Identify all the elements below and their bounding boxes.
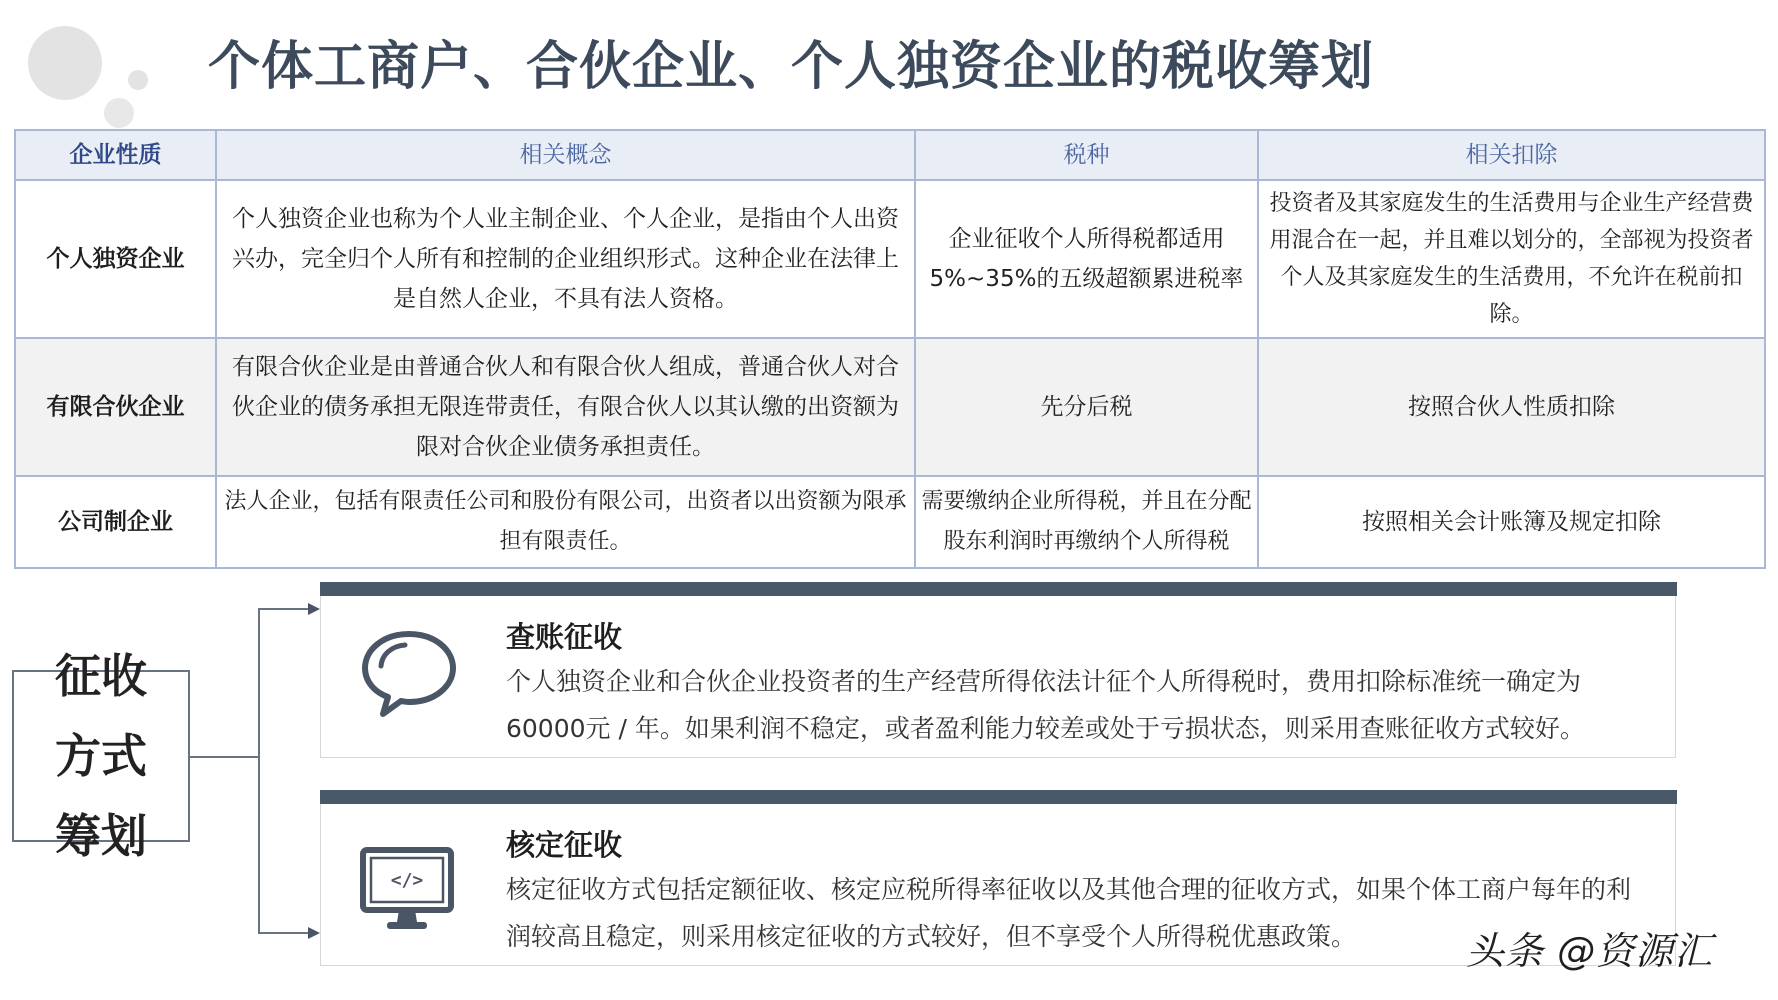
collection-method-box bbox=[12, 649, 190, 863]
table-row bbox=[15, 180, 1765, 338]
comparison-table bbox=[14, 129, 1766, 569]
arrow-right-icon bbox=[308, 603, 320, 615]
header-enterprise-type: 企业性质 bbox=[15, 130, 216, 180]
card-audit-collection bbox=[320, 582, 1676, 758]
cell-concept: 有限合伙企业是由普通合伙人和有限合伙人组成，普通合伙人对合伙企业的债务承担无限连带责任，有限合伙人以其认缴的出资额为限对合伙企业债务承担责任。 bbox=[216, 338, 915, 476]
cell-deduction: 按照合伙人性质扣除 bbox=[1258, 338, 1765, 476]
arrow-right-icon bbox=[308, 927, 320, 939]
card-body: 个人独资企业和合伙企业投资者的生产经营所得依法计征个人所得税时，费用扣除标准统一确定为60000元 / 年。如果利润不稳定，或者盈利能力较差或处于亏损状态，则采用查账征收方式较好。 bbox=[506, 667, 1585, 743]
table-row bbox=[15, 476, 1765, 568]
card-heading: 核定征收 bbox=[506, 828, 623, 862]
svg-text:</>: </> bbox=[390, 870, 424, 891]
card-heading: 查账征收 bbox=[506, 620, 623, 654]
page-title: 个体工商户、合伙企业、个人独资企业的税收筹划 bbox=[208, 37, 1375, 97]
cell-enterprise-type: 有限合伙企业 bbox=[15, 338, 216, 476]
card-body: 核定征收方式包括定额征收、核定应税所得率征收以及其他合理的征收方式，如果个体工商户每年的利润较高且稳定，则采用核定征收的方式较好，但不享受个人所得税优惠政策。 bbox=[506, 875, 1632, 951]
cell-tax-type: 需要缴纳企业所得税，并且在分配股东利润时再缴纳个人所得税 bbox=[915, 476, 1258, 568]
decorative-circle bbox=[128, 70, 148, 90]
header-tax-type: 税种 bbox=[915, 130, 1258, 180]
connector-line bbox=[258, 608, 260, 934]
card-header-bar bbox=[320, 790, 1677, 804]
cell-enterprise-type: 个人独资企业 bbox=[15, 180, 216, 338]
card-header-bar bbox=[320, 582, 1677, 596]
speech-bubble-icon bbox=[357, 626, 461, 726]
table-header-row bbox=[15, 130, 1765, 180]
decorative-circle bbox=[28, 26, 102, 100]
cell-tax-type: 先分后税 bbox=[915, 338, 1258, 476]
connector-line bbox=[258, 608, 310, 610]
cell-concept: 个人独资企业也称为个人业主制企业、个人企业，是指由个人出资兴办，完全归个人所有和控制的企业组织形式。这种企业在法律上是自然人企业，不具有法人资格。 bbox=[216, 180, 915, 338]
cell-enterprise-type: 公司制企业 bbox=[15, 476, 216, 568]
decorative-circle bbox=[104, 98, 134, 128]
header-concept: 相关概念 bbox=[216, 130, 915, 180]
cell-deduction: 投资者及其家庭发生的生活费用与企业生产经营费用混合在一起，并且难以划分的，全部视为投资者个人及其家庭发生的生活费用，不允许在税前扣除。 bbox=[1258, 180, 1765, 338]
table-row bbox=[15, 338, 1765, 476]
cell-tax-type: 企业征收个人所得税都适用5%~35%的五级超额累进税率 bbox=[915, 180, 1258, 338]
connector-line bbox=[190, 756, 260, 758]
collection-method-label: 征收方式筹划 bbox=[55, 649, 147, 863]
cell-concept: 法人企业，包括有限责任公司和股份有限公司，出资者以出资额为限承担有限责任。 bbox=[216, 476, 915, 568]
connector-line bbox=[258, 932, 310, 934]
header-deduction: 相关扣除 bbox=[1258, 130, 1765, 180]
monitor-code-icon bbox=[357, 844, 457, 940]
cell-deduction: 按照相关会计账簿及规定扣除 bbox=[1258, 476, 1765, 568]
watermark: 头条 @资源汇 bbox=[1466, 929, 1714, 973]
